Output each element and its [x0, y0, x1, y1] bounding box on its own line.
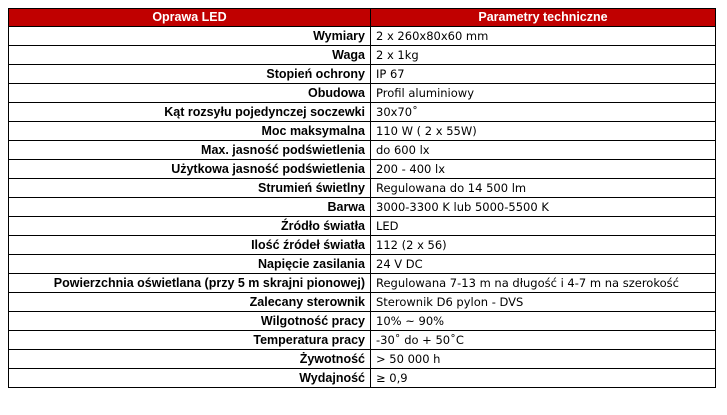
row-value: IP 67 [371, 65, 716, 84]
row-label: Napięcie zasilania [9, 255, 371, 274]
table-row [9, 274, 716, 293]
row-value: 112 (2 x 56) [371, 236, 716, 255]
row-value: Regulowana 7-13 m na długość i 4-7 m na szerokość [371, 274, 716, 293]
row-label: Max. jasność podświetlenia [9, 141, 371, 160]
row-value: Regulowana do 14 500 lm [371, 179, 716, 198]
row-label: Żywotność [9, 350, 371, 369]
row-label: Wilgotność pracy [9, 312, 371, 331]
row-value: Profil aluminiowy [371, 84, 716, 103]
row-label: Ilość źródeł światła [9, 236, 371, 255]
row-label: Zalecany sterownik [9, 293, 371, 312]
row-value: > 50 000 h [371, 350, 716, 369]
row-label: Wymiary [9, 27, 371, 46]
table-row [9, 331, 716, 350]
row-value: ≥ 0,9 [371, 369, 716, 388]
row-value: 10% ~ 90% [371, 312, 716, 331]
row-label: Barwa [9, 198, 371, 217]
row-label: Powierzchnia oświetlana (przy 5 m skrajni pionowej) [9, 274, 371, 293]
row-value: do 600 lx [371, 141, 716, 160]
table-row [9, 293, 716, 312]
spec-table [8, 8, 716, 388]
table-row [9, 179, 716, 198]
row-label: Użytkowa jasność podświetlenia [9, 160, 371, 179]
table-row [9, 84, 716, 103]
row-label: Obudowa [9, 84, 371, 103]
table-row [9, 312, 716, 331]
row-value: 2 x 1kg [371, 46, 716, 65]
row-value: -30˚ do + 50˚C [371, 331, 716, 350]
row-value: 3000-3300 K lub 5000-5500 K [371, 198, 716, 217]
row-value: LED [371, 217, 716, 236]
table-row [9, 122, 716, 141]
row-label: Kąt rozsyłu pojedynczej soczewki [9, 103, 371, 122]
row-label: Wydajność [9, 369, 371, 388]
row-value: 2 x 260x80x60 mm [371, 27, 716, 46]
table-row [9, 160, 716, 179]
row-value: Sterownik D6 pylon - DVS [371, 293, 716, 312]
row-label: Strumień świetlny [9, 179, 371, 198]
table-row [9, 350, 716, 369]
table-row [9, 103, 716, 122]
table-row [9, 27, 716, 46]
table-row [9, 369, 716, 388]
spec-table-container [8, 8, 716, 388]
row-value: 110 W ( 2 x 55W) [371, 122, 716, 141]
table-row [9, 46, 716, 65]
row-label: Waga [9, 46, 371, 65]
header-parametry-techniczne: Parametry techniczne [371, 9, 716, 27]
row-value: 30x70˚ [371, 103, 716, 122]
row-value: 200 - 400 lx [371, 160, 716, 179]
row-label: Temperatura pracy [9, 331, 371, 350]
row-label: Źródło światła [9, 217, 371, 236]
header-oprawa-led: Oprawa LED [9, 9, 371, 27]
table-row [9, 217, 716, 236]
table-body [9, 27, 716, 388]
row-label: Moc maksymalna [9, 122, 371, 141]
table-row [9, 65, 716, 84]
table-row [9, 141, 716, 160]
table-header-row [9, 9, 716, 27]
table-row [9, 198, 716, 217]
row-value: 24 V DC [371, 255, 716, 274]
row-label: Stopień ochrony [9, 65, 371, 84]
table-row [9, 255, 716, 274]
table-row [9, 236, 716, 255]
